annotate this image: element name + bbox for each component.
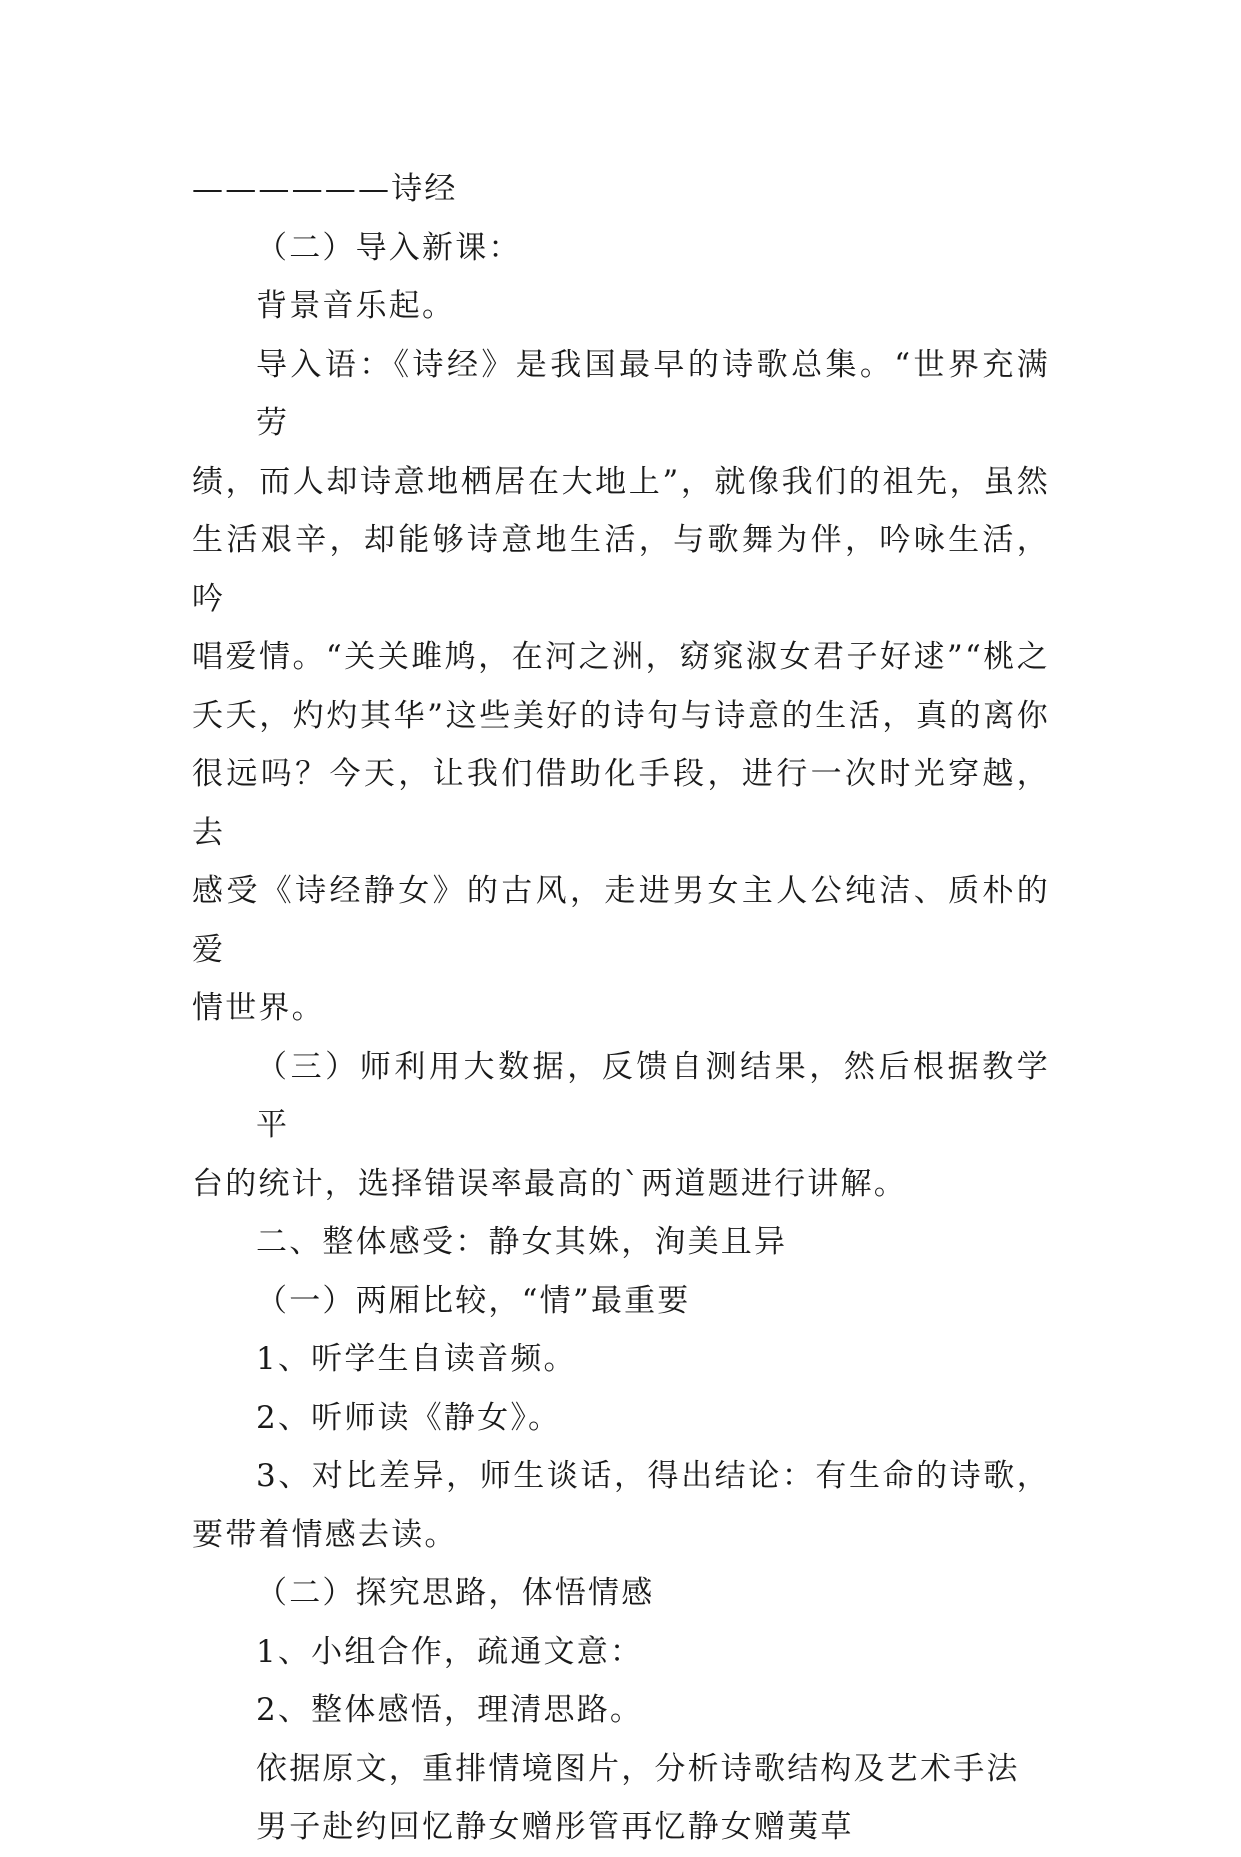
- section-heading: （二）探究思路，体悟情感: [256, 1575, 655, 1611]
- paragraph-line: 要带着情感去读。: [192, 1516, 458, 1553]
- section-heading: 二、整体感受：静女其姝，洵美且异: [256, 1224, 788, 1260]
- paragraph-line: 生活艰辛，却能够诗意地生活，与歌舞为伴，吟咏生活，吟: [192, 522, 1050, 617]
- paragraph-line: （三）师利用大数据，反馈自测结果，然后根据教学平: [256, 1048, 1050, 1143]
- list-item: 1、小组合作，疏通文意：: [256, 1633, 644, 1670]
- text-line: ——————诗经: [192, 171, 458, 207]
- section-heading: （一）两厢比较，“情”最重要: [256, 1282, 691, 1319]
- paragraph-line: 很远吗？今天，让我们借助化手段，进行一次时光穿越，去: [192, 756, 1050, 851]
- paragraph-line: 感受《诗经静女》的古风，走进男女主人公纯洁、质朴的爱: [192, 873, 1050, 968]
- paragraph-line: 背景音乐起。: [256, 288, 456, 324]
- paragraph-line: 绩，而人却诗意地栖居在大地上”，就像我们的祖先，虽然: [192, 463, 1050, 500]
- paragraph-line: 夭夭，灼灼其华”这些美好的诗句与诗意的生活，真的离你: [192, 697, 1050, 734]
- list-item: 2、听师读《静女》。: [256, 1399, 562, 1436]
- paragraph-line: 依据原文，重排情境图片，分析诗歌结构及艺术手法: [256, 1750, 1020, 1787]
- paragraph-line: 情世界。: [192, 990, 325, 1026]
- list-item: 3、对比差异，师生谈话，得出结论：有生命的诗歌，: [256, 1458, 1050, 1494]
- paragraph-line: 导入语：《诗经》是我国最早的诗歌总集。“世界充满劳: [256, 346, 1050, 441]
- paragraph-line: 台的统计，选择错误率最高的`两道题进行讲解。: [192, 1165, 907, 1202]
- list-item: 1、听学生自读音频。: [256, 1341, 577, 1377]
- section-heading: （二）导入新课：: [256, 229, 522, 266]
- paragraph-line: 唱爱情。“关关雎鸠，在河之洲，窈窕淑女君子好逑”“桃之: [192, 639, 1050, 675]
- document-body: [192, 160, 1050, 1857]
- paragraph-line: 男子赴约回忆静女赠彤管再忆静女赠荑草: [256, 1809, 854, 1845]
- list-item: 2、整体感悟，理清思路。: [256, 1692, 644, 1728]
